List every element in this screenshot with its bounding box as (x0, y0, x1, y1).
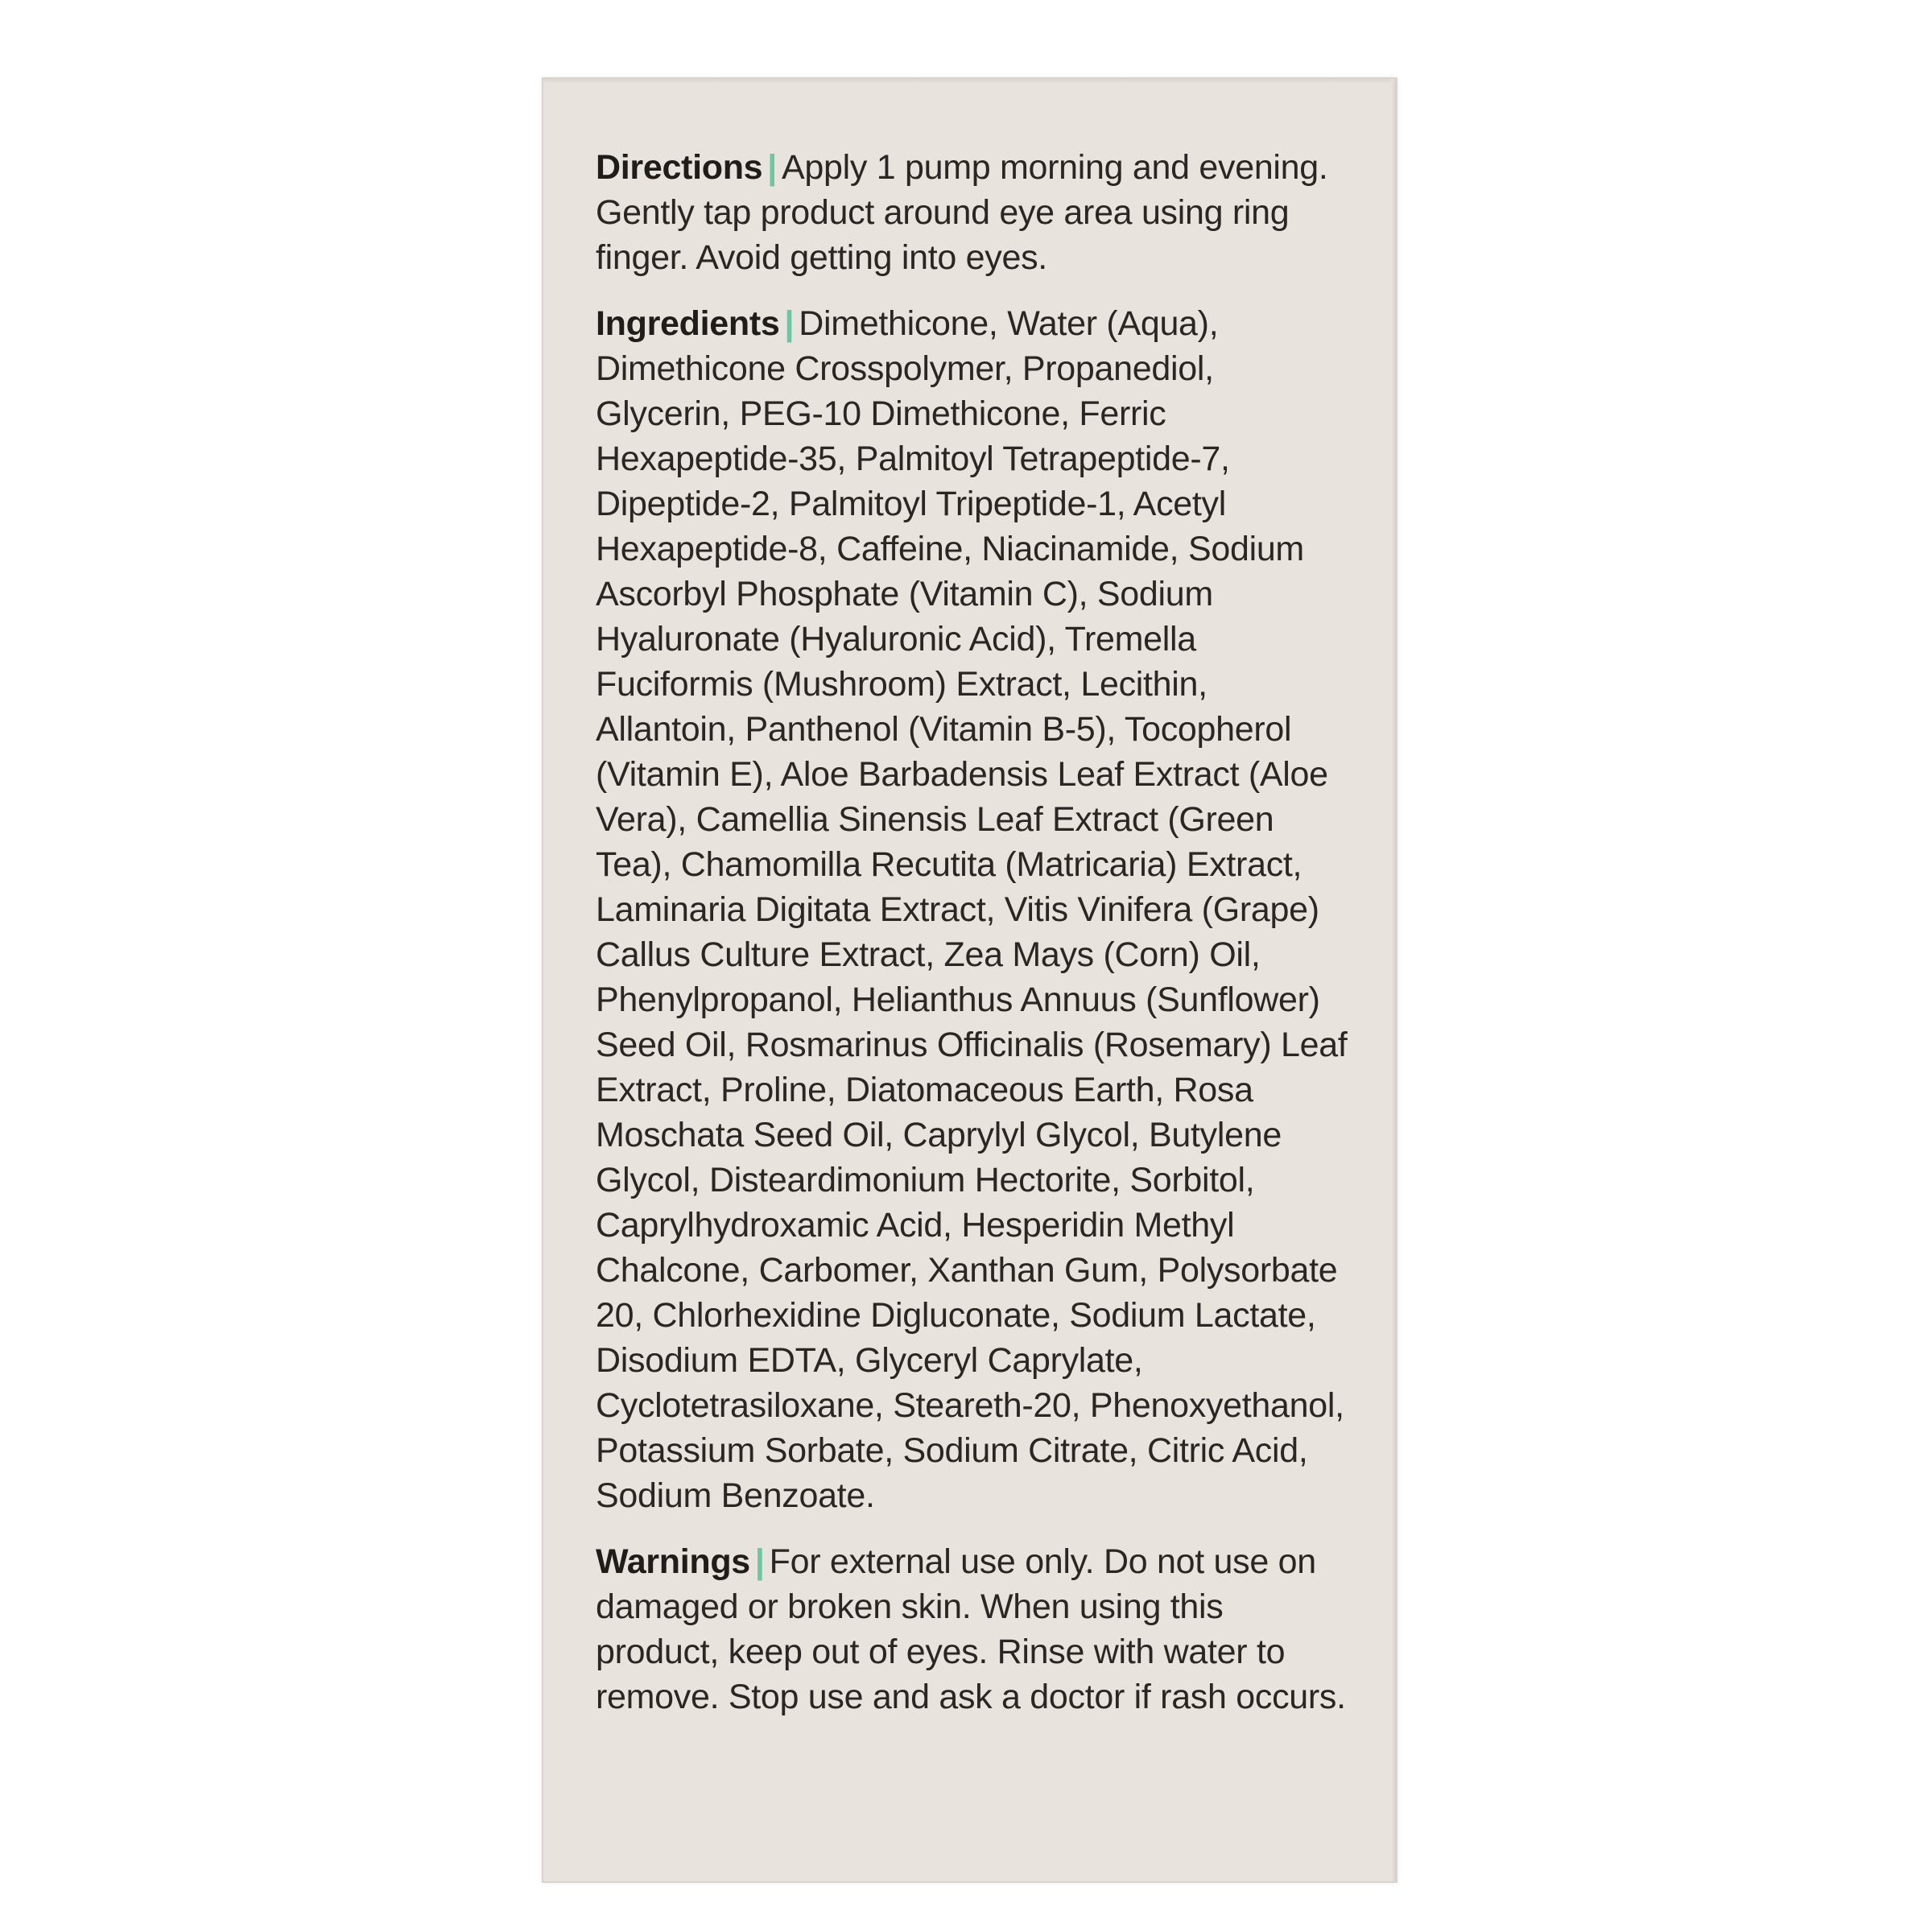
panel-top-edge (543, 79, 1396, 84)
ingredients-section (596, 301, 1352, 1518)
warnings-divider: | (754, 1542, 765, 1581)
ingredients-divider: | (784, 304, 795, 343)
directions-section (596, 145, 1352, 280)
directions-divider: | (767, 148, 778, 187)
directions-heading: Directions (596, 148, 763, 187)
ingredients-text: Dimethicone, Water (Aqua), Dimethicone Crosspolymer, Propanediol, Glycerin, PEG-10 Dimethicone, Ferric Hexapeptide-35, Palmitoyl Tetrapeptide-7, Dipeptide-2, Palmitoyl Tripeptide-1, Acetyl Hexapeptide-8, Caffeine, Niacinamide, Sodium Ascorbyl Phosphate (Vitamin C), Sodium Hyaluronate (Hyaluronic Acid), Tremella Fuciformis (Mushroom) Extract, Lecithin, Allantoin, Panthenol (Vitamin B-5), Tocopherol (Vitamin E), Aloe Barbadensis Leaf Extract (Aloe Vera), Camellia Sinensis Leaf Extract (Green Tea), Chamomilla Recutita (Matricaria) Extract, Laminaria Digitata Extract, Vitis Vinifera (Grape) Callus Culture Extract, Zea Mays (Corn) Oil, Phenylpropanol, Helianthus Annuus (Sunflower) Seed Oil, Rosmarinus Officinalis (Rosemary) Leaf Extract, Proline, Diatomaceous Earth, Rosa Moschata Seed Oil, Caprylyl Glycol, Butylene Glycol, Disteardimonium Hectorite, Sorbitol, Caprylhydroxamic Acid, Hesperidin Methyl Chalcone, Carbomer, Xanthan Gum, Polysorbate 20, Chlorhexidine Digluconate, Sodium Lactate, Disodium EDTA, Glyceryl Caprylate, Cyclotetrasiloxane, Steareth-20, Phenoxyethanol, Potassium Sorbate, Sodium Citrate, Citric Acid, Sodium Benzoate. (596, 304, 1348, 1515)
product-box-side-panel (542, 77, 1397, 1883)
warnings-text: For external use only. Do not use on damaged or broken skin. When using this product, keep out of eyes. Rinse with water to remove. Stop use and ask a doctor if rash occurs. (596, 1542, 1346, 1716)
ingredients-heading: Ingredients (596, 304, 780, 343)
warnings-section (596, 1539, 1352, 1719)
warnings-heading: Warnings (596, 1542, 750, 1581)
panel-right-edge (1391, 79, 1396, 1881)
label-text-block (596, 145, 1352, 1740)
directions-text: Apply 1 pump morning and evening. Gently tap product around eye area using ring finger. Avoid getting into eyes. (596, 148, 1328, 277)
